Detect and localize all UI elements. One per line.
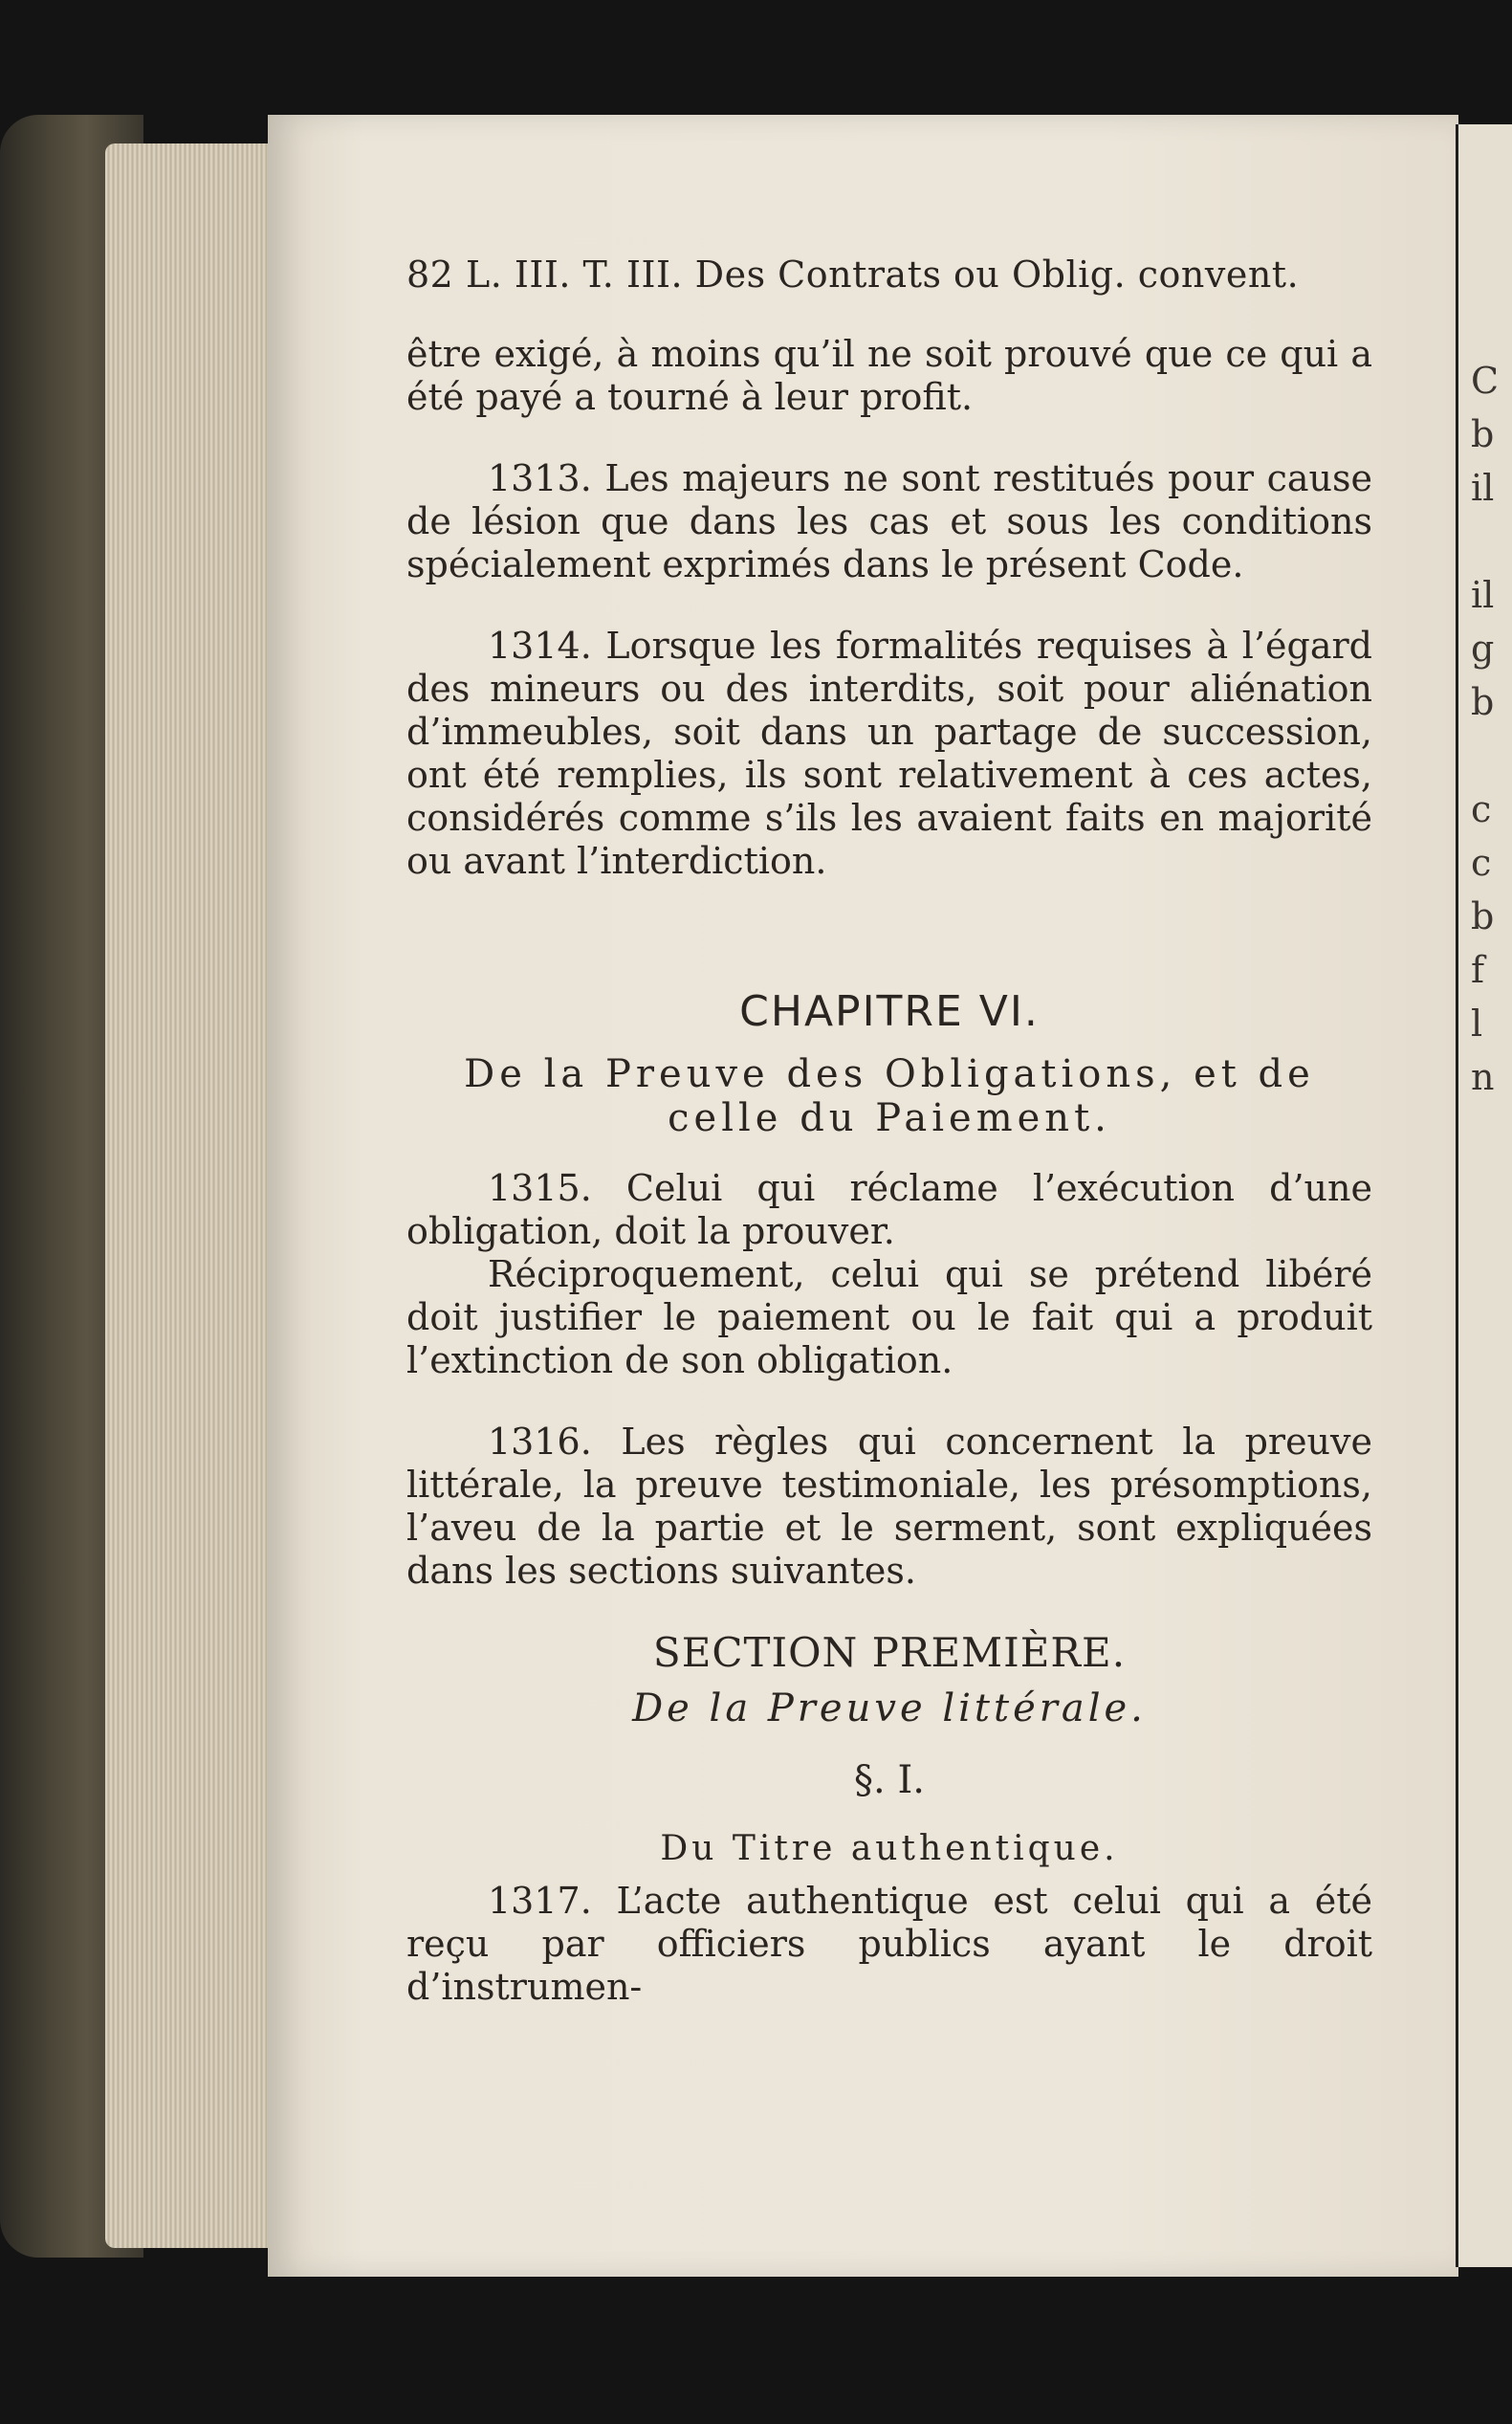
article-1313: 1313. Les majeurs ne sont restitués pour cause de lésion que dans les cas et sous les conditions spécialement exprimés dans le présent Code. xyxy=(406,457,1372,585)
article-1315: 1315. Celui qui réclame l’exécution d’une obligation, doit la prouver. xyxy=(406,1167,1372,1252)
article-1314: 1314. Lorsque les formalités requises à l’égard des mineurs ou des interdits, soit pour aliénation d’immeubles, soit dans un partage de succession, ont été remplies, ils sont relativement à ces actes, considérés comme s’ils les avaient faits en majorité ou avant l’interdiction. xyxy=(406,625,1372,882)
article-1316: 1316. Les règles qui concernent la preuve littérale, la preuve testimoniale, les présomptions, l’aveu de la partie et le serment, sont expliquées dans les sections suivantes. xyxy=(406,1421,1372,1592)
facing-page-text: C b il il g b c c b f l n xyxy=(1471,360,1500,1098)
page-header xyxy=(406,253,1372,297)
section-title: SECTION PREMIÈRE. xyxy=(652,1629,1127,1676)
paragraph-title: Du Titre authentique. xyxy=(660,1829,1119,1868)
page-text xyxy=(406,253,1372,2009)
paragraph-mark: §. I. xyxy=(854,1758,925,1802)
chapter-title: CHAPITRE VI. xyxy=(739,987,1040,1036)
running-title xyxy=(406,253,1372,297)
chapter-subtitle: De la Preuve des Obligations, et de celle du Paiement. xyxy=(464,1052,1315,1140)
page-edges xyxy=(105,143,277,2248)
page-number: 82 xyxy=(406,253,454,296)
running-title-text: L. III. T. III. Des Contrats ou Oblig. convent. xyxy=(465,253,1300,296)
section-subtitle: De la Preuve littérale. xyxy=(632,1686,1147,1730)
paragraph-continuation: être exigé, à moins qu’il ne soit prouvé que ce qui a été payé a tourné à leur profit. xyxy=(406,333,1372,418)
article-1315-continued: Réciproquement, celui qui se prétend libéré doit justifier le paiement ou le fait qui a produit l’extinction de son obligation. xyxy=(406,1253,1372,1381)
article-1317: 1317. L’acte authentique est celui qui a été reçu par officiers publics ayant le droit d’instrumen- xyxy=(406,1880,1372,2008)
